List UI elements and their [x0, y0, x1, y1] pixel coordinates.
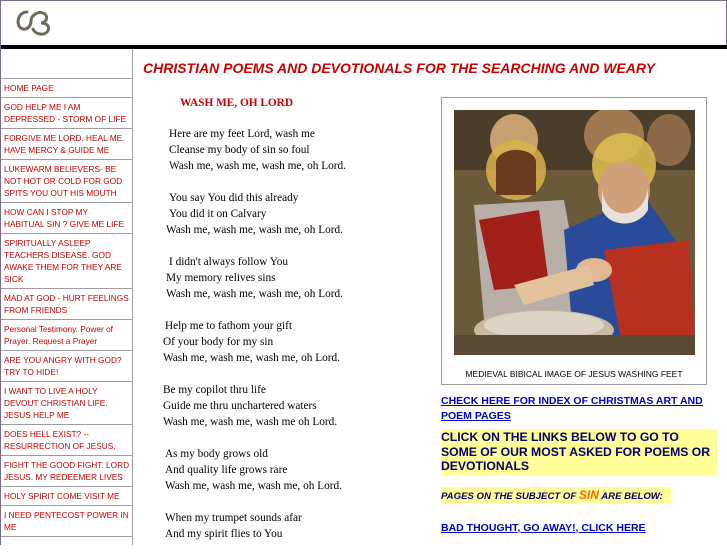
poem-line: And my spirit flies to You: [165, 528, 283, 540]
poem-stanza: [160, 510, 430, 542]
christmas-index-link[interactable]: CHECK HERE FOR INDEX OF CHRISTMAS ART AND POEM PAGES: [441, 395, 703, 422]
poem-stanza: [160, 318, 430, 366]
poem-line: Wash me, wash me, wash me, oh Lord.: [166, 224, 343, 236]
poem-stanza: [160, 254, 430, 302]
page-title: CHRISTIAN POEMS AND DEVOTIONALS FOR THE SEARCHING AND WEARY: [143, 60, 656, 76]
sidebar-item-forgive[interactable]: FORGIVE ME LORD. HEAL ME. HAVE MERCY & GUIDE ME: [1, 129, 132, 160]
poem: [160, 97, 430, 558]
poem-line: And quality life grows rare: [165, 464, 288, 476]
sin-pages-prefix: PAGES ON THE SUBJECT OF: [441, 490, 579, 502]
sidebar-item-habitual-sin[interactable]: HOW CAN I STOP MY HABITUAL SIN ? GIVE ME LIFE: [1, 203, 132, 234]
poem-line: Wash me, wash me, wash me, oh Lord.: [169, 160, 346, 172]
sin-pages-suffix: ARE BELOW:: [598, 490, 663, 502]
sin-word: SIN: [578, 487, 599, 502]
poem-line: Guide me thru unchartered waters: [163, 400, 317, 412]
header: [1, 1, 726, 45]
poem-line: You did it on Calvary: [169, 208, 267, 220]
sin-pages-heading: [441, 487, 671, 503]
poem-stanza: [160, 446, 430, 494]
poem-stanza: [160, 190, 430, 238]
site-logo[interactable]: [13, 7, 57, 44]
poem-line: When my trumpet sounds afar: [165, 512, 302, 524]
poem-stanza: [160, 382, 430, 430]
sidebar-item-angry[interactable]: ARE YOU ANGRY WITH GOD? TRY TO HIDE!: [1, 351, 132, 382]
bad-thought-link[interactable]: BAD THOUGHT, GO AWAY!, CLICK HERE: [441, 521, 646, 534]
poem-line: Help me to fathom your gift: [165, 320, 293, 332]
poem-line: Of your body for my sin: [163, 336, 274, 348]
poem-line: As my body grows old: [165, 448, 268, 460]
sidebar-item-holy-spirit[interactable]: HOLY SPIRIT COME VISIT ME: [1, 487, 132, 506]
sidebar-spacer: [1, 49, 132, 79]
most-asked-banner: CLICK ON THE LINKS BELOW TO GO TO SOME OF OUR MOST ASKED FOR POEMS OR DEVOTIONALS: [441, 429, 717, 476]
poem-line: You say You did this already: [169, 192, 299, 204]
sidebar-item-testimony[interactable]: Personal Testimony. Power of Prayer. Request a Prayer: [1, 320, 132, 351]
poem-line: Cleanse my body of sin so foul: [169, 144, 310, 156]
sidebar-item-mad-at-god[interactable]: MAD AT GOD - HURT FEELINGS FROM FRIENDS: [1, 289, 132, 320]
jesus-washing-feet-image: [454, 110, 695, 355]
poem-line: Here are my feet Lord, wash me: [169, 128, 315, 140]
sidebar-item-spiritually-asleep[interactable]: SPIRITUALLY ASLEEP TEACHERS DISEASE. GOD AWAKE THEM FOR THEY ARE SICK: [1, 234, 132, 289]
poem-line: My memory relives sins: [166, 272, 276, 284]
poem-line: Wash me, wash me, wash me, oh Lord.: [166, 288, 343, 300]
poem-line: Wash me, wash me, wash me, oh Lord.: [165, 480, 342, 492]
sidebar-item-pentecost[interactable]: I NEED PENTECOST POWER IN ME: [1, 506, 132, 537]
sidebar-item-home[interactable]: HOME PAGE: [1, 79, 132, 98]
sidebar-item-lukewarm[interactable]: LUKEWARM BELIEVERS- BE NOT HOT OR COLD FOR GOD SPITS YOU OUT HIS MOUTH: [1, 160, 132, 203]
sidebar-item-hell[interactable]: DOES HELL EXIST? -- RESURRECTION OF JESUS.: [1, 425, 132, 456]
sidebar: [1, 49, 133, 545]
artwork-frame: [441, 97, 707, 385]
poem-line: Wash me, wash me, wash me oh Lord.: [163, 416, 338, 428]
poem-line: Be my copilot thru life: [163, 384, 266, 396]
sidebar-item-holy-life[interactable]: I WANT TO LIVE A HOLY DEVOUT CHRISTIAN LIFE. JESUS HELP ME: [1, 382, 132, 425]
poem-line: I didn't always follow You: [169, 256, 289, 268]
poem-line: Wash me, wash me, wash me, oh Lord.: [163, 352, 340, 364]
image-caption: MEDIEVAL BIBICAL IMAGE OF JESUS WASHING FEET: [465, 369, 683, 379]
sidebar-item-depressed[interactable]: GOD HELP ME I AM DEPRESSED - STORM OF LIFE: [1, 98, 132, 129]
sidebar-item-good-fight[interactable]: FIGHT THE GOOD FIGHT. LORD JESUS. MY REDEEMER LIVES: [1, 456, 132, 487]
poem-stanza: [160, 126, 430, 174]
right-column: [441, 394, 721, 534]
poem-title: WASH ME, OH LORD: [180, 97, 293, 109]
